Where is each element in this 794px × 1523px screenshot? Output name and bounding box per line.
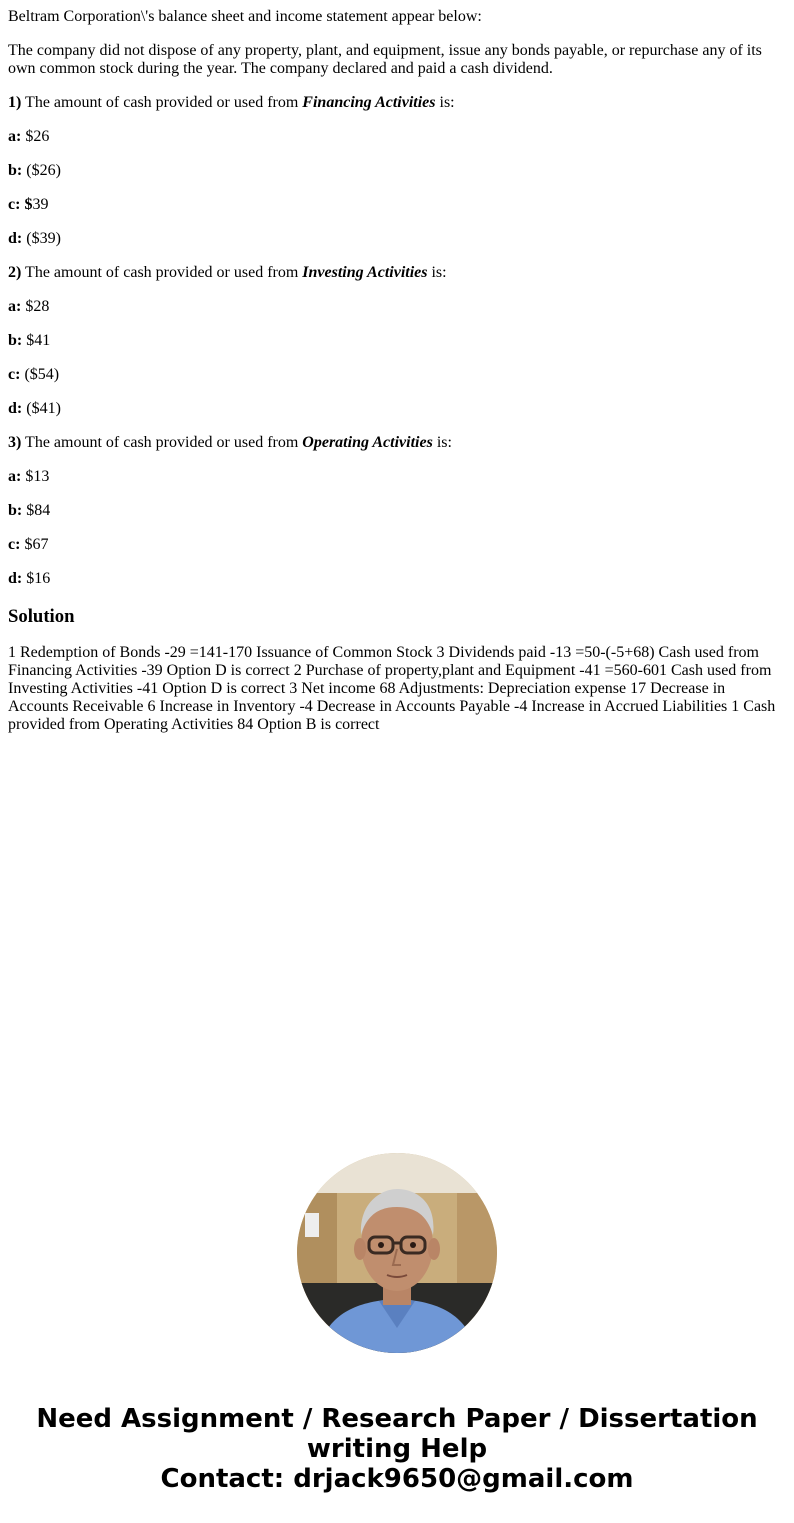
option-letter: c: [8, 536, 21, 553]
question-number: 2) [8, 264, 22, 281]
option-3d [8, 570, 786, 588]
question-number: 3) [8, 434, 22, 451]
question-prefix: The amount of cash provided or used from [21, 264, 303, 281]
option-3b [8, 502, 786, 520]
option-letter: c: [8, 196, 21, 213]
option-value: $84 [22, 502, 51, 519]
option-letter: d: [8, 230, 23, 247]
question-suffix: is: [432, 434, 452, 451]
solution-text: 1 Redemption of Bonds -29 =141-170 Issuance of Common Stock 3 Dividends paid -13 =50-(-5+68) Cash used from Financing Activities -39 Option D is correct 2 Purchase of property,plant and Equipment -41 =560-601 Cash used from Investing Activities -41 Option D is correct 3 Net income 68 Adjustments: Depreciation expense 17 Decrease in Accounts Receivable 6 Increase in Inventory -4 Decrease in Accounts Payable -4 Increase in Accrued Liabilities 1 Cash provided from Operating Activities 84 Option B is correct [8, 644, 776, 733]
option-value: $41 [22, 332, 51, 349]
option-3c [8, 536, 786, 554]
option-value: ($39) [22, 230, 61, 247]
option-1d [8, 230, 786, 248]
option-value: ($54) [20, 366, 60, 383]
option-2a [8, 298, 786, 316]
option-value: 39 [32, 196, 49, 213]
question-suffix: is: [427, 264, 447, 281]
avatar-eye-left [378, 1242, 384, 1248]
option-letter: b: [8, 332, 23, 349]
option-value: ($41) [22, 400, 61, 417]
option-value: $16 [22, 570, 51, 587]
avatar-portrait-illustration [297, 1153, 497, 1353]
avatar-ear-right [428, 1238, 440, 1260]
solution-heading: Solution [8, 606, 75, 627]
option-1c [8, 196, 786, 214]
question-2 [8, 264, 786, 282]
option-value: $67 [20, 536, 49, 553]
avatar-switch-plate [305, 1213, 319, 1237]
option-letter: b: [8, 502, 23, 519]
option-3a [8, 468, 786, 486]
option-1a [8, 128, 786, 146]
question-activity: Investing Activities [302, 264, 428, 281]
promo-contact-email: Contact: drjack9650@gmail.com [160, 1464, 634, 1494]
option-value: $28 [21, 298, 50, 315]
avatar-eye-right [410, 1242, 416, 1248]
option-letter: b: [8, 162, 23, 179]
option-value: $13 [21, 468, 50, 485]
intro-line-2: The company did not dispose of any property, plant, and equipment, issue any bonds payable, or repurchase any of its own common stock during the year. The company declared and paid a cash dividend. [8, 42, 762, 77]
option-1b [8, 162, 786, 180]
avatar-ear-left [354, 1238, 366, 1260]
question-activity: Operating Activities [302, 434, 433, 451]
option-2c [8, 366, 786, 384]
author-avatar [297, 1153, 497, 1353]
intro-line-1: Beltram Corporation\'s balance sheet and income statement appear below: [8, 8, 482, 25]
option-value-bold: $ [20, 196, 33, 213]
question-1 [8, 94, 786, 112]
option-2d [8, 400, 786, 418]
question-prefix: The amount of cash provided or used from [21, 94, 303, 111]
question-suffix: is: [435, 94, 455, 111]
promo-banner [0, 1404, 794, 1494]
question-activity: Financing Activities [302, 94, 436, 111]
avatar-ceiling [297, 1153, 497, 1193]
option-letter: a: [8, 298, 22, 315]
promo-line-2: writing Help [306, 1434, 488, 1464]
document-body [8, 8, 786, 734]
question-3 [8, 434, 786, 452]
option-letter: a: [8, 468, 22, 485]
option-value: ($26) [22, 162, 61, 179]
question-number: 1) [8, 94, 22, 111]
option-letter: d: [8, 400, 23, 417]
option-value: $26 [21, 128, 50, 145]
option-letter: d: [8, 570, 23, 587]
option-letter: c: [8, 366, 21, 383]
option-letter: a: [8, 128, 22, 145]
avatar-wall-right [457, 1193, 497, 1353]
promo-line-1: Need Assignment / Research Paper / Dissertation [36, 1404, 758, 1434]
option-2b [8, 332, 786, 350]
question-prefix: The amount of cash provided or used from [21, 434, 303, 451]
